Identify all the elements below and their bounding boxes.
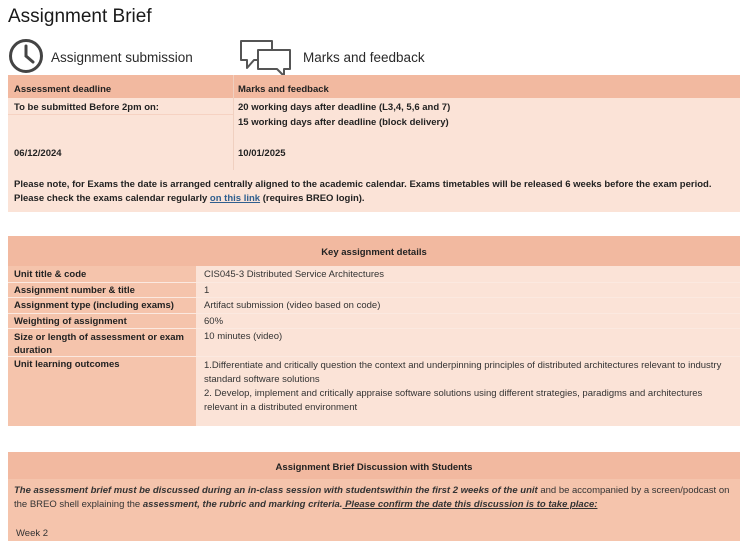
discussion-part-2: within the first 2 weeks of the unit xyxy=(385,485,538,496)
row-label-outcomes: Unit learning outcomes xyxy=(14,359,120,370)
outcome-1: 1.Differentiate and critically question the context and underpinning principles of distributed architectures relevant to industry standard software solutions xyxy=(204,360,722,385)
row-label-assignment-type: Assignment type (including exams) xyxy=(14,300,174,311)
deadline-col-header: Assessment deadline xyxy=(14,84,112,95)
deadline-date: 06/12/2024 xyxy=(14,148,62,159)
row-line xyxy=(8,328,740,329)
row-label-unit-title: Unit title & code xyxy=(14,269,87,280)
feedback-line-1: 20 working days after deadline (L3,4, 5,6 and 7) xyxy=(238,102,451,113)
exams-calendar-link[interactable]: on this link xyxy=(209,193,261,204)
details-header: Key assignment details xyxy=(321,247,427,258)
row-line xyxy=(8,313,740,314)
outcome-2: 2. Develop, implement and critically appraise software solutions using different strategies, paradigms and architectures relevant in a distributed environment xyxy=(204,388,703,413)
deadline-header-row xyxy=(8,75,740,98)
row-value-size: 10 minutes (video) xyxy=(204,331,283,342)
row-value-unit-title: CIS045-3 Distributed Service Architectures xyxy=(204,269,385,280)
submission-label: Assignment submission xyxy=(51,50,193,65)
exams-note-tail: (requires BREO login). xyxy=(262,193,365,204)
row-value-assignment-type: Artifact submission (video based on code) xyxy=(204,300,381,311)
row-line xyxy=(8,114,233,115)
discussion-week: Week 2 xyxy=(16,528,49,539)
chat-bubbles-icon xyxy=(238,38,294,78)
exams-note-text: Please note, for Exams the date is arranged centrally aligned to the academic calendar. Exams timetables will be released 6 weeks before the exam period. Please check the exams calendar regularly xyxy=(14,179,712,204)
submitted-time: Before 2pm on: xyxy=(89,102,159,113)
discussion-part-5: a. xyxy=(334,499,343,510)
row-line xyxy=(8,282,740,283)
discussion-part-3: and be accompanied by a screen/podcast on the BREO shell explaining the xyxy=(14,485,730,510)
discussion-part-6: Please confirm the date this discussion is to take place: xyxy=(342,499,598,510)
feedback-label: Marks and feedback xyxy=(303,50,425,65)
column-divider-body xyxy=(233,98,234,170)
feedback-date: 10/01/2025 xyxy=(238,148,286,159)
exams-note xyxy=(14,178,730,206)
row-label-assignment-number: Assignment number & title xyxy=(14,285,135,296)
feedback-line-2: 15 working days after deadline (block delivery) xyxy=(238,117,449,128)
discussion-part-1: The assessment brief must be discussed during an in-class session with students xyxy=(14,485,386,496)
feedback-col-header: Marks and feedback xyxy=(238,84,329,95)
discussion-header: Assignment Brief Discussion with Students xyxy=(275,462,473,473)
row-label-size: Size or length of assessment or exam duration xyxy=(14,332,185,356)
row-value-assignment-number: 1 xyxy=(204,285,210,296)
row-label-weighting: Weighting of assignment xyxy=(14,316,127,327)
row-line xyxy=(8,297,740,298)
submitted-label xyxy=(14,102,159,113)
row-value-weighting: 60% xyxy=(204,316,224,327)
discussion-part-4: assessment, the rubric and marking criteri xyxy=(142,499,335,510)
submitted-prefix: To be submitted xyxy=(14,102,87,113)
clock-icon xyxy=(8,38,44,74)
discussion-text xyxy=(14,484,734,512)
page-title: Assignment Brief xyxy=(8,6,152,27)
